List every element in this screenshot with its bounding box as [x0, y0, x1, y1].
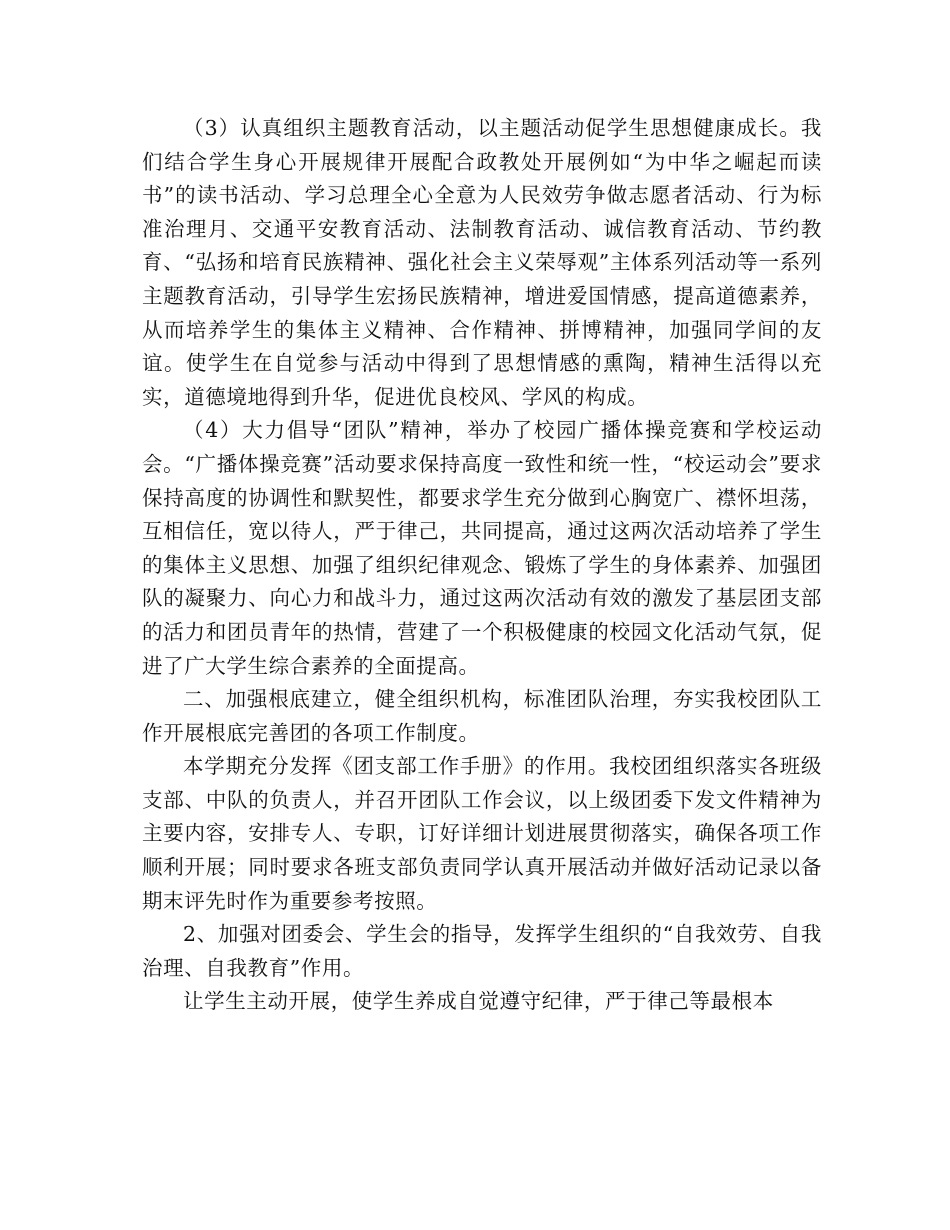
- paragraph-work-manual: 本学期充分发挥《团支部工作手册》的作用。我校团组织落实各班级支部、中队的负责人，并召开团队工作会议，以上级团委下发文件精神为主要内容，安排专人、专职，订好详细计划进展贯彻落实，确保各项工作顺利开展；同时要求各班支部负责同学认真开展活动并做好活动记录以备期末评先时作为重要参考按照。: [142, 754, 822, 913]
- document-page: [142, 112, 822, 1019]
- paragraph-student-union-guidance: 2、加强对团委会、学生会的指导，发挥学生组织的“自我效劳、自我治理、自我教育”作用。: [142, 922, 822, 980]
- paragraph-section-two-heading: 二、加强根底建立，健全组织机构，标准团队治理，夯实我校团队工作开展根底完善团的各项工作制度。: [142, 687, 822, 745]
- paragraph-theme-education: （3）认真组织主题教育活动，以主题活动促学生思想健康成长。我们结合学生身心开展规律开展配合政教处开展例如“为中华之崛起而读书”的读书活动、学习总理全心全意为人民效劳争做志愿者活动、行为标准治理月、交通平安教育活动、法制教育活动、诚信教育活动、节约教育、“弘扬和培育民族精神、强化社会主义荣辱观”主体系列活动等一系列主题教育活动，引导学生宏扬民族精神，增进爱国情感，提高道德素养，从而培养学生的集体主义精神、合作精神、拼博精神，加强同学间的友谊。使学生在自觉参与活动中得到了思想情感的熏陶，精神生活得以充实，道德境地得到升华，促进优良校风、学风的构成。: [142, 116, 822, 409]
- paragraph-team-spirit: （4）大力倡导“团队”精神，举办了校园广播体操竞赛和学校运动会。“广播体操竞赛”活动要求保持高度一致性和统一性，“校运动会”要求保持高度的协调性和默契性，都要求学生充分做到心胸宽广、襟怀坦荡，互相信任，宽以待人，严于律己，共同提高，通过这两次活动培养了学生的集体主义思想、加强了组织纪律观念、锻炼了学生的身体素养、加强团队的凝聚力、向心力和战斗力，通过这两次活动有效的激发了基层团支部的活力和团员青年的热情，营建了一个积极健康的校园文化活动气氛，促进了广大学生综合素养的全面提高。: [142, 418, 822, 678]
- paragraph-student-initiative: 让学生主动开展，使学生养成自觉遵守纪律，严于律己等最根本: [183, 989, 774, 1014]
